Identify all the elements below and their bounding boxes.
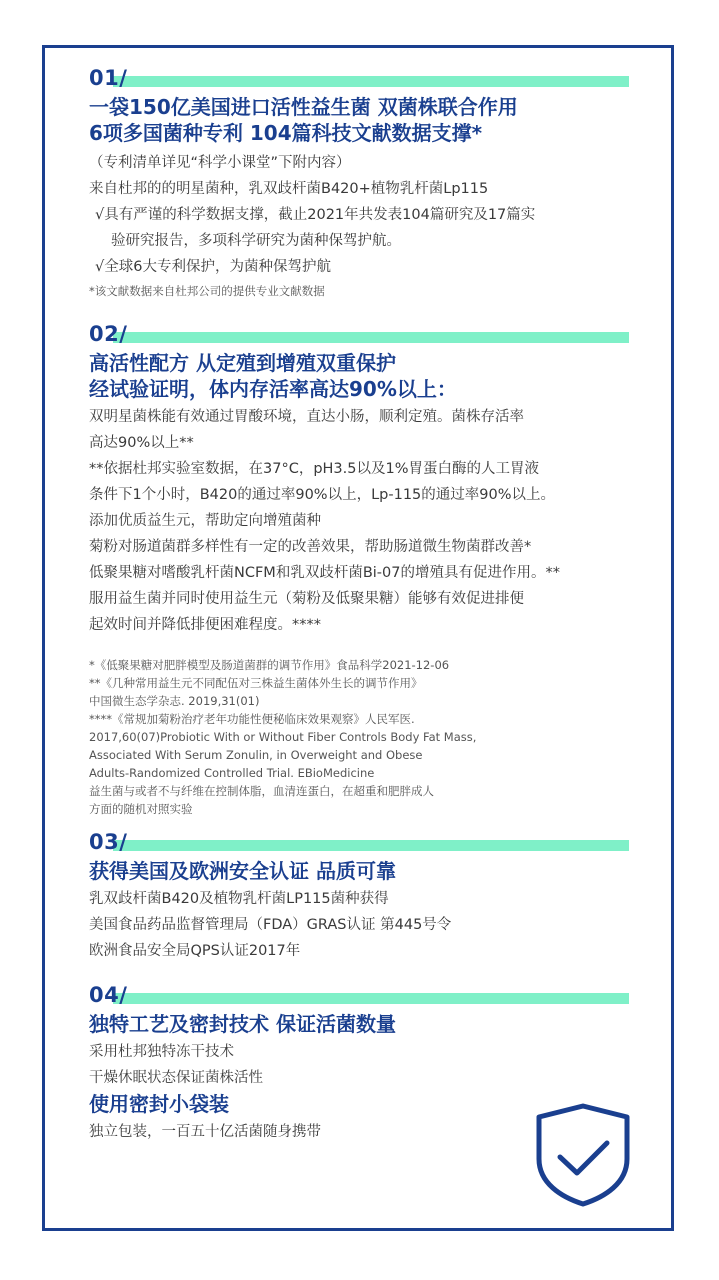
- reference-line: *《低聚果糖对肥胖模型及肠道菌群的调节作用》食品科学2021-12-06: [89, 658, 450, 672]
- section-number: 01/: [89, 66, 128, 90]
- check-item: √全球6大专利保护，为菌种保驾护航: [95, 259, 331, 275]
- reference-line: **《几种常用益生元不同配伍对三株益生菌体外生长的调节作用》: [89, 676, 423, 690]
- section-number-row: [89, 324, 649, 350]
- body-line: 菊粉对肠道菌群多样性有一定的改善效果，帮助肠道微生物菌群改善*: [89, 539, 532, 555]
- section-number-row: [89, 985, 649, 1011]
- accent-bar: [113, 993, 629, 1004]
- accent-bar: [113, 76, 629, 87]
- body-line: 采用杜邦独特冻干技术: [89, 1044, 234, 1060]
- body-line: 起效时间并降低排便困难程度。****: [89, 617, 321, 633]
- section-title-line: 获得美国及欧洲安全认证 品质可靠: [89, 859, 396, 883]
- body-line: 欧洲食品安全局QPS认证2017年: [89, 943, 301, 959]
- section-03: [89, 832, 649, 964]
- body-line: 美国食品药品监督管理局（FDA）GRAS认证 第445号令: [89, 917, 452, 933]
- section-01: [89, 68, 649, 300]
- footnote: *该文献数据来自杜邦公司的提供专业文献数据: [89, 284, 325, 298]
- section-title-line: 经试验证明，体内存活率高达90%以上：: [89, 377, 457, 401]
- body-line: 独立包装，一百五十亿活菌随身携带: [89, 1124, 321, 1140]
- reference-line: Associated With Serum Zonulin, in Overweight and Obese: [89, 748, 423, 762]
- section-number: 02/: [89, 322, 128, 346]
- body-line: （专利清单详见“科学小课堂”下附内容）: [89, 155, 351, 171]
- section-02: [89, 324, 649, 818]
- section-number: 04/: [89, 983, 128, 1007]
- body-line: 服用益生菌并同时使用益生元（菊粉及低聚果糖）能够有效促进排便: [89, 591, 524, 607]
- reference-line: 中国微生态学杂志. 2019,31(01): [89, 694, 260, 708]
- body-line: 双明星菌株能有效通过胃酸环境，直达小肠，顺利定殖。菌株存活率: [89, 409, 524, 425]
- shield-check-icon: [533, 1103, 633, 1207]
- body-line: 高达90%以上**: [89, 435, 194, 451]
- section-title-line: 一袋150亿美国进口活性益生菌 双菌株联合作用: [89, 95, 518, 119]
- section-number-row: [89, 68, 649, 94]
- body-line: 添加优质益生元，帮助定向增殖菌种: [89, 513, 321, 529]
- reference-line: 益生菌与或者不与纤维在控制体脂，血清连蛋白，在超重和肥胖成人: [89, 784, 434, 798]
- accent-bar: [113, 840, 629, 851]
- section-title-line: 独特工艺及密封技术 保证活菌数量: [89, 1012, 396, 1036]
- body-line: 条件下1个小时，B420的通过率90%以上，Lp-115的通过率90%以上。: [89, 487, 555, 503]
- body-line: 验研究报告，多项科学研究为菌种保驾护航。: [111, 233, 401, 249]
- reference-line: 方面的随机对照实验: [89, 802, 193, 816]
- reference-line: ****《常规加菊粉治疗老年功能性便秘临床效果观察》人民军医.: [89, 712, 415, 726]
- body-line: 低聚果糖对嗜酸乳杆菌NCFM和乳双歧杆菌Bi-07的增殖具有促进作用。**: [89, 565, 560, 581]
- body-line: **依据杜邦实验室数据，在37°C，pH3.5以及1%胃蛋白酶的人工胃液: [89, 461, 539, 477]
- section-number-row: [89, 832, 649, 858]
- body-line: 来自杜邦的的明星菌种，乳双歧杆菌B420+植物乳杆菌Lp115: [89, 181, 489, 197]
- body-line: 乳双歧杆菌B420及植物乳杆菌LP115菌种获得: [89, 891, 389, 907]
- body-line: 干燥休眠状态保证菌株活性: [89, 1070, 263, 1086]
- reference-line: Adults-Randomized Controlled Trial. EBioMedicine: [89, 766, 375, 780]
- section-title-line: 高活性配方 从定殖到增殖双重保护: [89, 351, 396, 375]
- reference-line: 2017,60(07)Probiotic With or Without Fiber Controls Body Fat Mass,: [89, 730, 477, 744]
- sub-title: 使用密封小袋装: [89, 1092, 229, 1116]
- section-title-line: 6项多国菌种专利 104篇科技文献数据支撑*: [89, 121, 483, 145]
- check-item: √具有严谨的科学数据支撑，截止2021年共发表104篇研究及17篇实: [95, 207, 536, 223]
- accent-bar: [113, 332, 629, 343]
- section-number: 03/: [89, 830, 128, 854]
